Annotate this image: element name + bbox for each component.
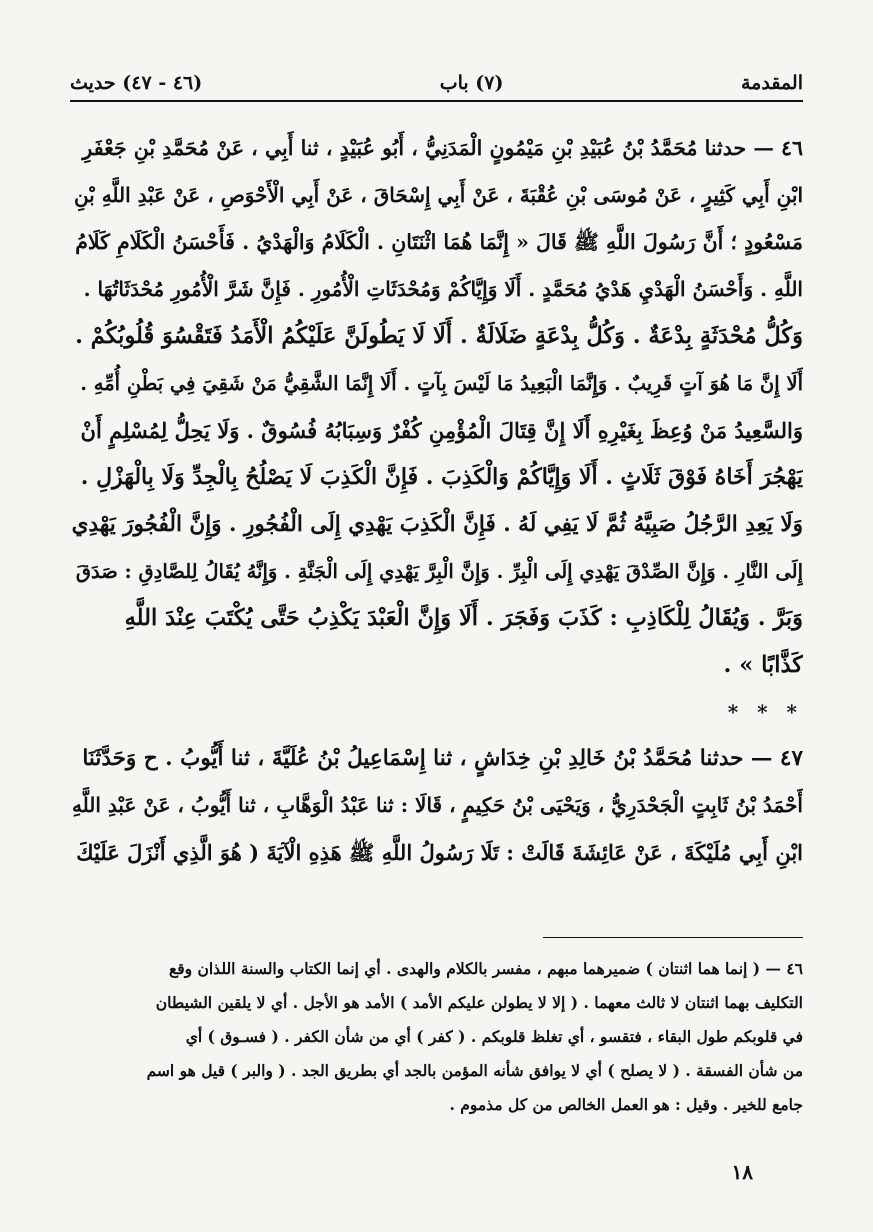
hadith-47-line: ابْنِ أَبِي مُلَيْكَةَ ، عَنْ عَائِشَةَ قَالَتْ : تَلَا رَسُولُ اللَّهِ ﷺ هَذِهِ الْآيَةَ ( هُوَ الَّذِي أَنْزَلَ عَلَيْكَ bbox=[76, 840, 803, 865]
hadith-46-line: ٤٦ — حدثنا مُحَمَّدُ بْنُ عُبَيْدِ بْنِ مَيْمُونٍ الْمَدَنِيُّ ، أَبُو عُبَيْدٍ ، ثنا أَبِي ، عَنْ مُحَمَّدِ بْنِ جَعْفَرِ bbox=[82, 136, 803, 160]
hadith-46-line: وَالسَّعِيدُ مَنْ وُعِظَ بِغَيْرِهِ أَلَا إِنَّ قِتَالَ الْمُؤْمِنِ كُفْرٌ وَسِبَابُهُ فُسُوقٌ . وَلَا يَحِلُّ لِمُسْلِمٍ أَنْ bbox=[80, 418, 803, 443]
header-section-title: المقدمة bbox=[740, 72, 803, 94]
footnote-line: ٤٦ — ( إنما هما اثنتان ) ضميرهما مبهم ، مفسر بالكلام والهدى . أي إنما الكتاب والسنة اللذان وقع bbox=[168, 959, 803, 978]
hadith-47-line: ٤٧ — حدثنا مُحَمَّدُ بْنُ خَالِدِ بْنِ خِدَاشٍ ، ثنا إِسْمَاعِيلُ بْنُ عُلَيَّةَ ، ثنا أَيُّوبُ . ح وَحَدَّثَنَا bbox=[82, 746, 803, 771]
running-header bbox=[70, 58, 803, 102]
hadith-46-line: ابْنِ أَبِي كَثِيرٍ ، عَنْ مُوسَى بْنِ عُقْبَةَ ، عَنْ أَبِي إِسْحَاقَ ، عَنْ أَبِي الْأَحْوَصِ ، عَنْ عَبْدِ اللَّهِ بْنِ bbox=[73, 183, 803, 207]
hadith-46-line: أَلَا إِنَّ مَا هُوَ آتٍ قَرِيبٌ . وَإِنَّمَا الْبَعِيدُ مَا لَيْسَ بِآتٍ . أَلَا إِنَّمَا الشَّقِيُّ مَنْ شَقِيَ فِي بَطْنِ أُمِّهِ . bbox=[80, 372, 803, 395]
hadith-46-line: وَبَرَّ . وَيُقَالُ لِلْكَاذِبِ : كَذَبَ وَفَجَرَ . أَلَا وَإِنَّ الْعَبْدَ يَكْذِبُ حَتَّى يُكْتَبَ عِنْدَ اللَّهِ bbox=[124, 605, 803, 631]
hadith-46-line: مَسْعُودٍ ؛ أَنَّ رَسُولَ اللَّهِ ﷺ قَالَ « إِنَّمَا هُمَا اثْنَتَانِ . الْكَلَامُ وَالْهَدْيُ . فَأَحْسَنُ الْكَلَامِ كَلَامُ bbox=[75, 230, 803, 254]
footnote-line: التكليف بهما اثنتان لا ثالث معهما . ( إلا لا يطولن عليكم الأمد ) الأمد هو الأجل . أي لا يلقين الشيطان bbox=[155, 993, 803, 1012]
hadith-46-line: يَهْجُرَ أَخَاهُ فَوْقَ ثَلَاثٍ . أَلَا وَإِيَّاكُمْ وَالْكَذِبَ . فَإِنَّ الْكَذِبَ لَا يَصْلُحُ بِالْجِدِّ وَلَا بِالْهَزْلِ . bbox=[80, 464, 803, 490]
footnote-divider bbox=[543, 937, 803, 938]
hadith-46-line: إِلَى النَّارِ . وَإِنَّ الصِّدْقَ يَهْدِي إِلَى الْبِرِّ . وَإِنَّ الْبِرَّ يَهْدِي إِلَى الْجَنَّةِ . وَإِنَّهُ يُقَالُ لِلصَّادِقِ : صَدَقَ bbox=[75, 560, 803, 583]
hadith-46-line: كَذَّابًا » . bbox=[723, 652, 803, 678]
page-number: ١٨ bbox=[731, 1160, 753, 1184]
footnotes bbox=[70, 952, 803, 1122]
hadith-47-line: أَحْمَدُ بْنُ ثَابِتٍ الْجَحْدَرِيُّ ، وَيَحْيَى بْنُ حَكِيمٍ ، قَالَا : ثنا عَبْدُ الْوَهَّابِ ، ثنا أَيُّوبُ ، عَنْ عَبْدِ اللَّهِ bbox=[71, 793, 803, 817]
hadith-46-line: وَكُلُّ مُحْدَثَةٍ بِدْعَةٌ . وَكُلُّ بِدْعَةٍ ضَلَالَةٌ . أَلَا لَا يَطُولَنَّ عَلَيْكُمُ الْأَمَدُ فَتَقْسُوَ قُلُوبُكُمْ . bbox=[75, 323, 803, 349]
main-text bbox=[70, 125, 803, 876]
footnote-line: في قلوبكم طول البقاء ، فتقسو ، أي تغلظ قلوبكم . ( كفر ) أي من شأن الكفر . ( فسـوق ) أي bbox=[185, 1027, 803, 1046]
footnote-line: من شأن الفسقة . ( لا يصلح ) أي لا يوافق شأنه المؤمن بالجد أي بطريق الجد . ( والبر ) قيل هو اسم bbox=[146, 1061, 803, 1080]
section-separator: * * * bbox=[727, 700, 803, 724]
hadith-46-line: وَلَا يَعِدِ الرَّجُلُ صَبِيَّهُ ثُمَّ لَا يَفِي لَهُ . فَإِنَّ الْكَذِبَ يَهْدِي إِلَى الْفُجُورِ . وَإِنَّ الْفُجُورَ يَهْدِي bbox=[71, 512, 803, 537]
hadith-46-line: اللَّهِ . وَأَحْسَنُ الْهَدْيِ هَدْيُ مُحَمَّدٍ . أَلَا وَإِيَّاكُمْ وَمُحْدَثَاتِ الْأُمُورِ . فَإِنَّ شَرَّ الْأُمُورِ مُحْدَثَاتُهَا . bbox=[83, 277, 803, 301]
footnote-line: جامع للخير . وقيل : هو العمل الخالص من كل مذموم . bbox=[449, 1095, 803, 1114]
header-hadith-range: (٤٦ - ٤٧) حديث bbox=[70, 72, 203, 94]
header-chapter: (٧) باب bbox=[439, 72, 504, 94]
